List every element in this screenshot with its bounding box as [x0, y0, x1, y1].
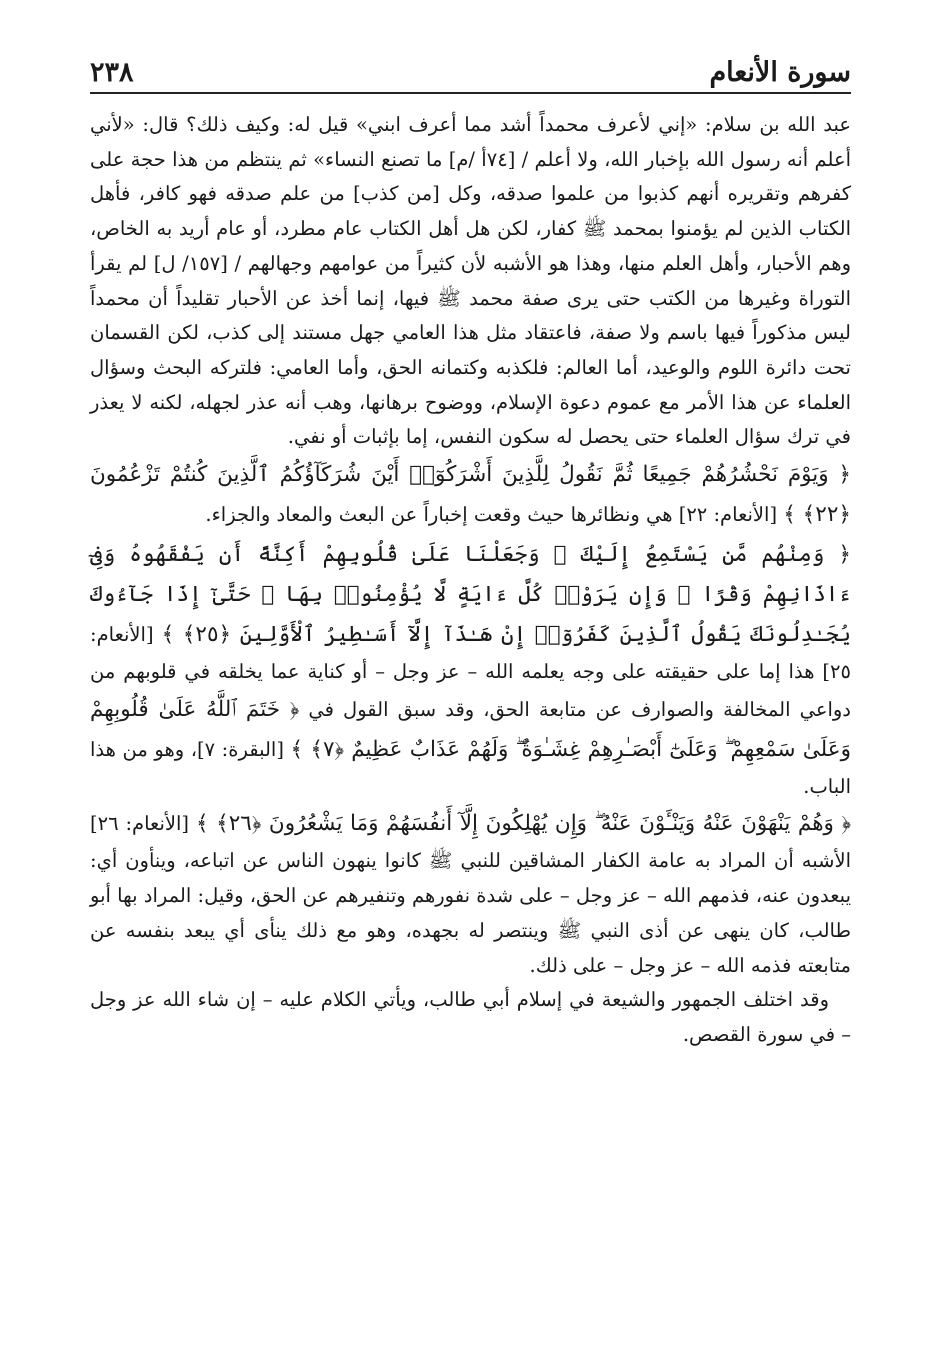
paragraph-verse-26 — [90, 804, 851, 983]
surah-title: سورة الأنعام — [709, 57, 851, 88]
quran-verse: ﴿ وَيَوْمَ نَحْشُرُهُمْ جَمِيعًا ثُمَّ نَقُولُ لِلَّذِينَ أَشْرَكُوٓا۟ أَيْنَ شُرَكَآؤُكُمُ ٱلَّذِينَ كُنتُمْ تَزْعُمُونَ ﴿٢٢﴾ ﴾ — [90, 462, 851, 528]
page-number: ٢٣٨ — [90, 57, 134, 88]
verse-commentary: [الأنعام: ٢٥] هذا إما على حقيقته على وجه يعلمه الله – عز وجل – أو كناية عما يخلقه في قلوبهم من دواعي المخالفة والصوارف عن متابعة الحق، وقد سبق القول في — [90, 623, 851, 721]
verse-commentary: [الأنعام: ٢٢] هي ونظائرها حيث وقعت إخباراً عن البعث والمعاد والجزاء. — [205, 503, 778, 527]
quran-verse: ﴿ وَمِنْهُم مَّن يَسْتَمِعُ إِلَيْكَ ۖ وَجَعَلْنَا عَلَىٰ قُلُوبِهِمْ أَكِنَّةً أَن يَفْقَهُوهُ وَفِىٓ ءَاذَانِهِمْ وَقْرًا ۚ وَإِن يَرَوْا۟ كُلَّ ءَايَةٍ لَّا يُؤْمِنُوا۟ بِهَا ۚ حَتَّىٰٓ إِذَا جَآءُوكَ يُجَـٰدِلُونَكَ يَقُولُ ٱلَّذِينَ كَفَرُوٓا۟ إِنْ هَـٰذَآ إِلَّآ أَسَـٰطِيرُ ٱلْأَوَّلِينَ ﴿٢٥﴾ ﴾ — [90, 542, 852, 648]
page-header — [90, 38, 851, 94]
verse-commentary: [البقرة: ٧]، وهو من هذا الباب. — [90, 737, 851, 798]
verse-commentary: [الأنعام: ٢٦] الأشبه أن المراد به عامة الكفار المشاقين للنبي ﷺ كانوا ينهون الناس عن اتباعه، وينأون أي: يبعدون عنه، فذمهم الله – عز وجل – على شدة نفورهم وتنفيرهم عن الحق، وقيل: المراد بها أبو طالب، كان ينهى عن أذى النبي ﷺ وينتصر له بجهده، وهو مع ذلك ينأى أي يبعد بنفسه عن متابعته فذمه الله – عز وجل – على ذلك. — [90, 812, 851, 977]
paragraph-abu-talib — [90, 983, 851, 1052]
paragraph-verse-22 — [90, 455, 851, 535]
quran-verse: ﴿ وَهُمْ يَنْهَوْنَ عَنْهُ وَيَنْـَٔوْنَ عَنْهُ ۖ وَإِن يُهْلِكُونَ إِلَّآ أَنفُسَهُمْ وَمَا يَشْعُرُونَ ﴿٢٦﴾ ﴾ — [195, 811, 851, 837]
paragraph-ibn-salam — [90, 108, 851, 455]
page-body — [90, 108, 851, 1053]
paragraph-verse-25 — [90, 535, 851, 804]
paragraph-text: وقد اختلف الجمهور والشيعة في إسلام أبي طالب، ويأتي الكلام عليه – إن شاء الله عز وجل – في سورة القصص. — [90, 988, 851, 1046]
paragraph-text: عبد الله بن سلام: «إني لأعرف محمداً أشد مما أعرف ابني» قيل له: وكيف ذلك؟ قال: «لأني أعلم أنه رسول الله بإخبار الله، ولا أعلم / [٧٤أ /م] ما تصنع النساء» ثم ينتظم من هذا حجة على كفرهم وتقريره أنهم كذبوا من علموا صدقه، وكل [من كذب] من علم صدقه فهو كافر، فأهل الكتاب الذين لم يؤمنوا بمحمد ﷺ كفار، لكن هل أهل الكتاب عام مطرد، أو عام أريد به الخاص، وهم الأحبار، وأهل العلم منها، وهذا هو الأشبه لأن كثيراً من عوامهم وجهالهم / [١٥٧/ ل] لم يقرأ التوراة وغيرها من الكتب حتى يرى صفة محمد ﷺ فيها، إنما أخذ عن الأحبار تقليداً أن محمداً ليس مذكوراً فيها باسم ولا صفة، فاعتقاد مثل هذا العامي جهل مستند إلى كذب، لكن القسمان تحت دائرة اللوم والوعيد، أما العالم: فلكذبه وكتمانه الحق، وأما العامي: فلتركه البحث وسؤال العلماء عن هذا الأمر مع عموم دعوة الإسلام، ووضوح برهانها، وهب أنه عذر لجهله، لكنه لا يعذر في ترك سؤال العلماء حتى يحصل له سكون النفس، إما بإثبات أو نفي. — [90, 113, 851, 449]
quran-verse: ﴿ خَتَمَ ٱللَّهُ عَلَىٰ قُلُوبِهِمْ وَعَلَىٰ سَمْعِهِمْ ۖ وَعَلَىٰٓ أَبْصَـٰرِهِمْ غِشَـٰوَةٌ ۖ وَلَهُمْ عَذَابٌ عَظِيمٌ ﴿٧﴾ ﴾ — [90, 696, 851, 762]
